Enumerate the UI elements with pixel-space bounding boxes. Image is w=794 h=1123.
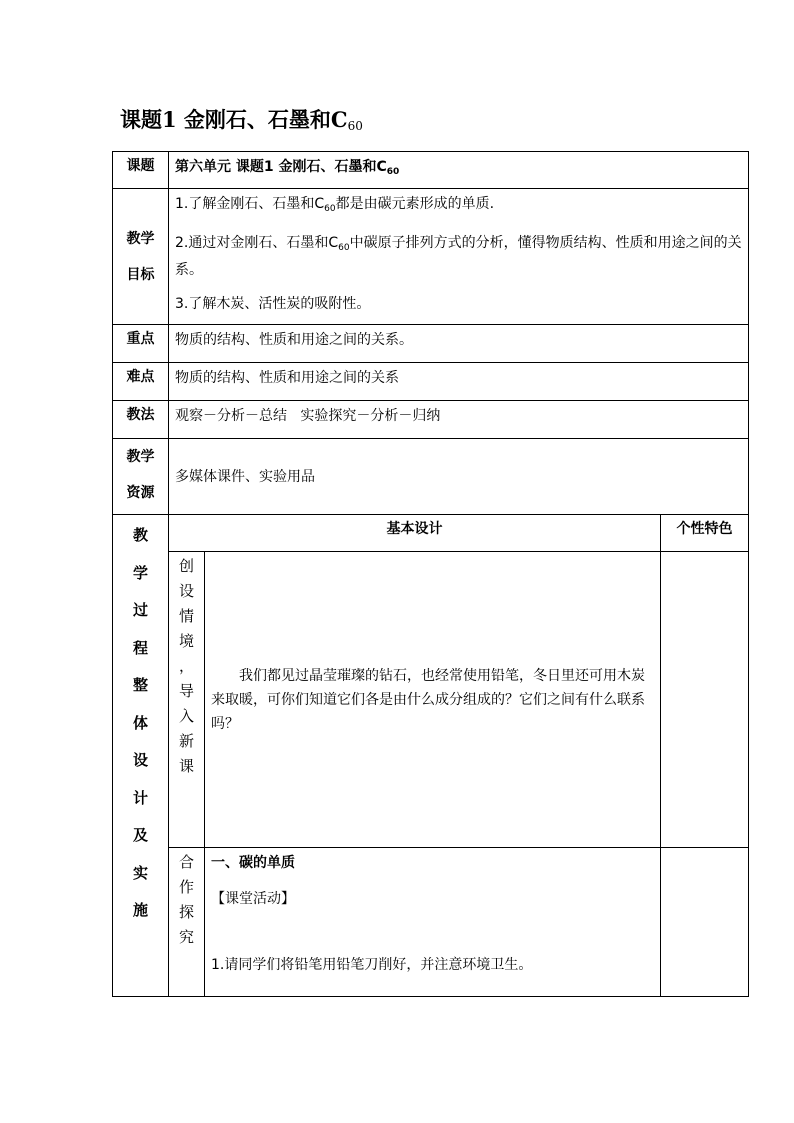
label-resources: 教学 资源 bbox=[113, 439, 169, 515]
lesson-plan-table bbox=[112, 151, 749, 997]
value-difficulty: 物质的结构、性质和用途之间的关系 bbox=[169, 363, 749, 401]
row-resources bbox=[113, 439, 749, 515]
header-basic-design: 基本设计 bbox=[169, 515, 661, 552]
goal-item-2: 2.通过对金刚石、石墨和$C_{60}$中碳原子排列方式的分析，懂得物质结构、性质和用途之间的关系。 bbox=[175, 235, 742, 278]
row-stage-1 bbox=[113, 552, 749, 848]
header-feature: 个性特色 bbox=[661, 515, 749, 552]
row-key-point bbox=[113, 325, 749, 363]
goal-item-3: 3.了解木炭、活性炭的吸附性。 bbox=[175, 296, 371, 312]
label-key-point: 重点 bbox=[113, 325, 169, 363]
row-stage-2 bbox=[113, 848, 749, 997]
row-process-header bbox=[113, 515, 749, 552]
title-subscript: 60 bbox=[347, 119, 363, 133]
label-difficulty: 难点 bbox=[113, 363, 169, 401]
row-method bbox=[113, 401, 749, 439]
value-goals bbox=[169, 189, 749, 325]
label-process: 教 学 过 程 整 体 设 计 及 实 施 bbox=[113, 515, 169, 997]
stage-1-feature bbox=[661, 552, 749, 848]
goal-item-1: 1.了解金刚石、石墨和$C_{60}$都是由碳元素形成的单质. bbox=[175, 196, 495, 214]
label-topic: 课题 bbox=[113, 152, 169, 189]
value-resources: 多媒体课件、实验用品 bbox=[169, 439, 749, 515]
value-key-point: 物质的结构、性质和用途之间的关系。 bbox=[169, 325, 749, 363]
stage-2-activity: 【课堂活动】 bbox=[211, 891, 295, 907]
row-difficulty bbox=[113, 363, 749, 401]
label-method: 教法 bbox=[113, 401, 169, 439]
stage-1-text: 我们都见过晶莹璀璨的钻石，也经常使用铅笔，冬日里还可用木炭来取暖，可你们知道它们各是由什么成分组成的？它们之间有什么联系吗？ bbox=[205, 552, 661, 848]
value-method: 观察－分析－总结 实验探究－分析－归纳 bbox=[169, 401, 749, 439]
stage-2-heading: 一、碳的单质 bbox=[211, 855, 295, 871]
page-title: 课题1 金刚石、石墨和$C_{60}$ bbox=[120, 107, 363, 133]
stage-2-step-1: 1.请同学们将铅笔用铅笔刀削好，并注意环境卫生。 bbox=[211, 957, 533, 973]
value-topic: 第六单元 课题1 金刚石、石墨和$C_{60}$ bbox=[169, 152, 749, 189]
row-goals bbox=[113, 189, 749, 325]
stage-2-feature bbox=[661, 848, 749, 997]
stage-2-label: 合 作 探 究 bbox=[169, 848, 205, 997]
stage-2-content bbox=[205, 848, 661, 997]
row-topic bbox=[113, 152, 749, 189]
label-goals: 教学 目标 bbox=[113, 189, 169, 325]
stage-1-label: 创 设 情 境 ， 导 入 新 课 bbox=[169, 552, 205, 848]
